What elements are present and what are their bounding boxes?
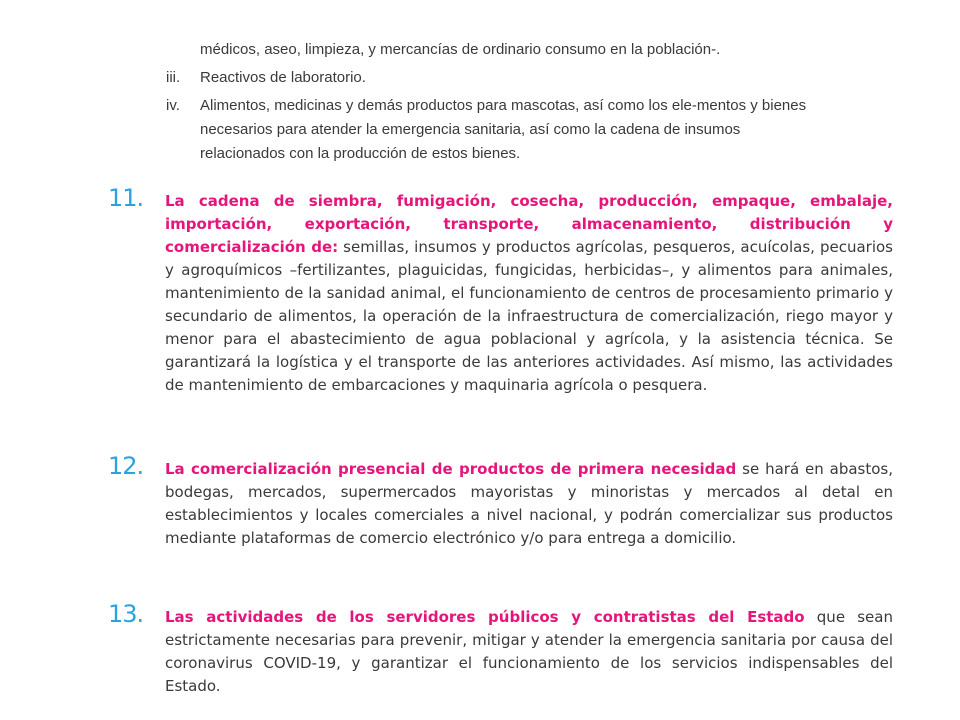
item-body: semillas, insumos y productos agrícolas, pesqueros, acuícolas, pecuarios y agroquímicos –fertilizantes, plaguicidas, fungicidas, herbicidas–, y alimentos para animales, mantenimiento de la sanidad animal, el funcionamiento de centros de procesamiento primario y secundario de alimentos, la operación de la infraestructura de comercialización, riego mayor y menor para el abastecimiento de agua poblacional y agrícola, y la asistencia técnica. Se garantizará la logística y el transporte de las anteriores actividades. Así mismo, las actividades de mantenimiento de embarcaciones y maquinaria agrícola o pesquera. bbox=[165, 238, 893, 394]
item-highlight: Las actividades de los servidores públicos y contratistas del Estado bbox=[165, 608, 805, 626]
sublist-continuation: médicos, aseo, limpieza, y mercancías de ordinario consumo en la población-. bbox=[200, 41, 721, 58]
sublist-marker: iv. bbox=[166, 97, 180, 114]
item-highlight: La comercialización presencial de productos de primera necesidad bbox=[165, 460, 737, 478]
item-number: 13. bbox=[108, 600, 144, 628]
sublist-text: Alimentos, medicinas y demás productos para mascotas, así como los ele-mentos y bienes necesarios para atender la emergencia sanitaria, así como la cadena de insumos relacionados con la producción de estos bienes. bbox=[200, 97, 807, 162]
item-number: 11. bbox=[108, 184, 144, 212]
item-paragraph bbox=[165, 458, 893, 550]
item-body: que sean estrictamente necesarias para prevenir, mitigar y atender la emergencia sanitaria por causa del coronavirus COVID-19, y garantizar el funcionamiento de los servicios indispensables del Estado. bbox=[165, 608, 893, 695]
item-number: 12. bbox=[108, 452, 144, 480]
item-paragraph bbox=[165, 190, 893, 397]
item-body: se hará en abastos, bodegas, mercados, supermercados mayoristas y minoristas y mercados al detal en establecimientos y locales comerciales a nivel nacional, y podrán comercializar sus productos mediante plataformas de comercio electrónico y/o para entrega a domicilio. bbox=[165, 460, 894, 547]
item-highlight: La cadena de siembra, fumigación, cosecha, producción, empaque, embalaje, importación, exportación, transporte, almacenamiento, distribución y comercialización de: bbox=[165, 192, 893, 256]
sublist-text: Reactivos de laboratorio. bbox=[200, 69, 366, 86]
sublist-marker: iii. bbox=[166, 69, 181, 86]
item-paragraph bbox=[165, 606, 893, 698]
